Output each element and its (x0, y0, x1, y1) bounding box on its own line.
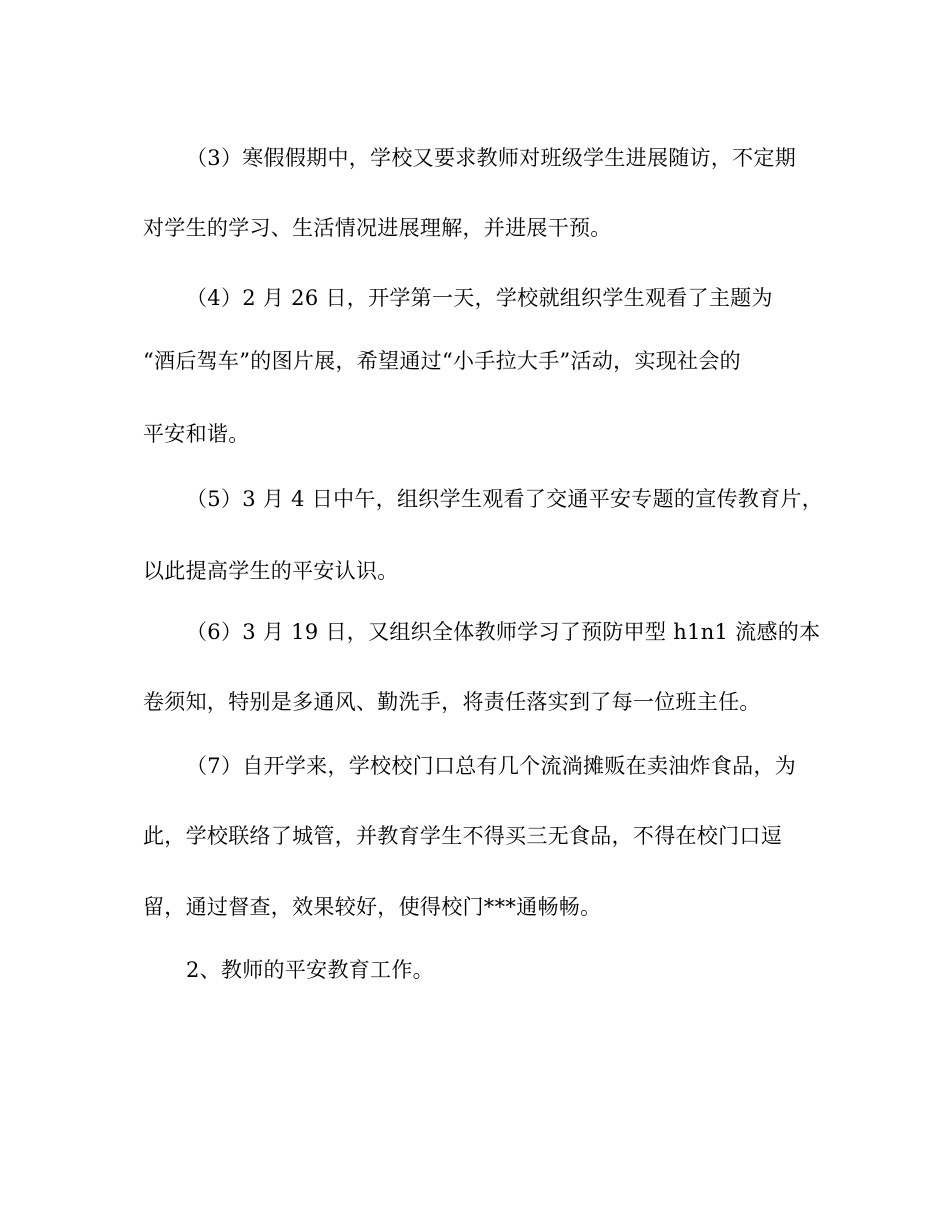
paragraph-7-line-1: （7）自开学来，学校校门口总有几个流淌摊贩在卖油炸食品，为 (186, 754, 797, 778)
section-heading-teacher-safety: 2、教师的平安教育工作。 (186, 958, 434, 982)
paragraph-4-line-2: “酒后驾车”的图片展，希望通过“小手拉大手”活动，实现社会的 (143, 349, 741, 373)
paragraph-3-line-1: （3）寒假假期中，学校又要求教师对班级学生进展随访，不定期 (186, 146, 797, 170)
paragraph-6-line-2: 卷须知，特别是多通风、勤洗手，将责任落实到了每一位班主任。 (143, 690, 761, 714)
paragraph-4-line-3: 平安和谐。 (143, 422, 250, 446)
paragraph-5-line-2: 以此提高学生的平安认识。 (143, 559, 399, 583)
paragraph-7-line-2: 此，学校联络了城管，并教育学生不得买三无食品，不得在校门口逗 (143, 824, 782, 848)
paragraph-5-line-1: （5）3 月 4 日中午，组织学生观看了交通平安专题的宣传教育片， (186, 487, 824, 511)
paragraph-3-line-2: 对学生的学习、生活情况进展理解，并进展干预。 (143, 216, 612, 240)
paragraph-7-line-3: 留，通过督查，效果较好，使得校门***通畅畅。 (143, 895, 602, 919)
paragraph-4-line-1: （4）2 月 26 日，开学第一天，学校就组织学生观看了主题为 (186, 286, 773, 310)
paragraph-6-line-1: （6）3 月 19 日，又组织全体教师学习了预防甲型 h1n1 流感的本 (186, 620, 821, 644)
